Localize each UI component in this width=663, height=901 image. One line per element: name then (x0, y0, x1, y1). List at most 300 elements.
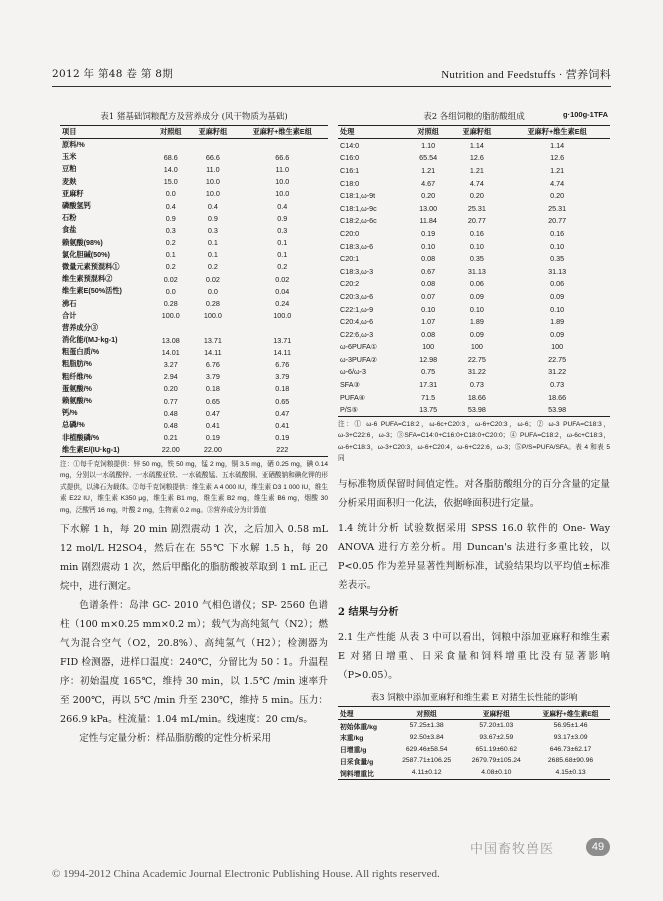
table3-body (338, 719, 610, 779)
table-cell: 2.94 (163, 372, 178, 382)
table-row (60, 176, 328, 188)
table-cell: 0.28 (163, 299, 178, 309)
table-row (60, 285, 328, 297)
table-cell: 0.09 (550, 291, 565, 301)
row-label: 粗蛋白质/% (62, 347, 100, 357)
table-cell: 2587.71±106.25 (402, 757, 452, 765)
table-cell: 4.74 (469, 178, 484, 188)
table1-column-header: 项目 (60, 126, 152, 139)
table-cell: 31.13 (548, 266, 567, 276)
table-cell: 0.1 (165, 250, 176, 260)
table2-unit: g·100g-1TFA (562, 110, 608, 119)
table-cell: 0.06 (550, 279, 565, 289)
table-cell: 0.20 (421, 191, 436, 201)
table-cell (152, 139, 189, 152)
row-label: 玉米 (62, 152, 77, 162)
row-label: C18:1,ω-9t (340, 191, 376, 201)
table-cell: 14.0 (163, 164, 178, 174)
right-column (338, 110, 610, 780)
table-cell: 0.2 (165, 238, 176, 248)
row-label: 蛋氨酸/% (62, 383, 92, 393)
row-label: C20:1 (340, 254, 360, 264)
table-cell: 0.04 (275, 286, 290, 296)
table-cell: 0.1 (277, 250, 288, 260)
table-cell: 0.08 (421, 279, 436, 289)
table-cell: 0.10 (421, 241, 436, 251)
table-row (338, 278, 610, 291)
row-label: P/S⑤ (338, 403, 407, 416)
table-cell: 0.4 (277, 201, 288, 211)
table-row (338, 252, 610, 265)
table-cell: 0.20 (163, 384, 178, 394)
row-label: 合计 (62, 310, 77, 320)
table-cell: 1.14 (469, 140, 484, 150)
row-label: C18:0 (340, 178, 360, 188)
table-row (338, 189, 610, 202)
table-cell: 13.71 (273, 335, 292, 345)
row-label: 粗纤维/% (62, 371, 92, 381)
row-label: 沸石 (62, 298, 77, 308)
table-cell: 0.19 (275, 433, 290, 443)
table2-column-header: 亚麻籽+维生素E组 (504, 126, 610, 139)
table-row (60, 346, 328, 358)
table-cell: 4.67 (421, 178, 436, 188)
table-row (60, 322, 328, 334)
header-rule (52, 86, 611, 87)
row-label: 非植酸磷/% (62, 432, 100, 442)
table1-body (60, 139, 328, 457)
table1-caption: 表1 猪基础饲粮配方及营养成分 (风干物质为基础) (100, 112, 288, 122)
table-cell: 0.75 (421, 367, 436, 377)
table-cell: 13.08 (161, 335, 180, 345)
row-label: ω-3PUFA② (340, 354, 378, 364)
table-cell: 0.41 (205, 420, 220, 430)
table-cell: 14.01 (161, 347, 180, 357)
table-row (338, 755, 610, 767)
row-label: 微量元素预混料① (62, 261, 120, 271)
row-label: 总磷/% (62, 420, 85, 430)
row-label: 粗脂肪/% (62, 359, 92, 369)
table-cell: 0.77 (163, 396, 178, 406)
row-label: C20:4,ω-6 (340, 317, 374, 327)
table-cell: 93.67±2.59 (479, 733, 514, 741)
table-row (338, 403, 610, 416)
table-row (60, 432, 328, 444)
table-row (338, 731, 610, 743)
table-cell: 14.11 (273, 347, 291, 357)
journal-logo-watermark: 中国畜牧兽医 (470, 842, 555, 857)
row-label: 营养成分③ (62, 322, 98, 332)
table-cell: 651.19±60.62 (475, 745, 518, 753)
table-cell: 0.9 (207, 213, 218, 223)
table-cell: 0.19 (205, 433, 220, 443)
table3-column-header: 对照组 (392, 706, 462, 719)
row-label: ω-6PUFA① (340, 342, 378, 352)
table-cell: 0.47 (205, 408, 220, 418)
table-cell: 17.31 (419, 380, 438, 390)
table3-caption: 表3 饲粮中添加亚麻籽和维生素 E 对猪生长性能的影响 (370, 692, 578, 703)
table-cell: 0.1 (207, 238, 218, 248)
table-cell: 0.3 (277, 225, 288, 235)
table-cell: 0.4 (207, 201, 218, 211)
table-row (60, 224, 328, 236)
table-cell: 65.54 (419, 153, 438, 163)
table-cell: 20.77 (467, 216, 486, 226)
table-row (60, 200, 328, 212)
table-cell: 0.09 (550, 329, 565, 339)
row-label: 赖氨酸/% (62, 396, 92, 406)
table-cell: 13.75 (407, 403, 450, 416)
table2-header-row (338, 126, 610, 139)
table-cell: 6.76 (205, 359, 220, 369)
table-row (60, 444, 328, 457)
table-row (60, 273, 328, 285)
table2-column-header: 处理 (338, 126, 407, 139)
table3-column-header: 处理 (338, 706, 392, 719)
row-label: C22:6,ω-3 (340, 329, 374, 339)
table-cell: 0.10 (550, 241, 565, 251)
table-cell: 12.98 (419, 354, 438, 364)
row-label: C18:3,ω-6 (340, 241, 374, 251)
table-row (338, 227, 610, 240)
table-cell: 71.5 (421, 392, 436, 402)
page-footer (52, 868, 611, 880)
section-heading-results: 2 结果与分析 (338, 606, 399, 618)
table-row (60, 261, 328, 273)
table1-header-row (60, 126, 328, 139)
table-row (60, 188, 328, 200)
table-cell: 53.98 (504, 403, 610, 416)
left-column (60, 110, 328, 748)
table-cell: 3.27 (163, 359, 178, 369)
table-row (338, 743, 610, 755)
table-row (338, 315, 610, 328)
table-cell: 1.89 (550, 317, 565, 327)
table-row (338, 164, 610, 177)
table-cell: 0.16 (550, 228, 565, 238)
table-cell: 13.71 (203, 335, 222, 345)
table-cell: 646.73±62.17 (549, 745, 592, 753)
table-cell: 0.18 (275, 384, 290, 394)
table-cell: 20.77 (548, 216, 567, 226)
row-label: 磷酸氢钙 (62, 201, 91, 211)
table-row (60, 163, 328, 175)
table-cell: 100 (422, 342, 435, 352)
table-cell: 0.10 (469, 304, 484, 314)
table-cell: 11.0 (275, 164, 289, 174)
table-cell: 100 (470, 342, 483, 352)
table-row (338, 767, 610, 779)
table-cell: 31.22 (467, 367, 486, 377)
table-cell: 0.02 (205, 274, 220, 284)
table-cell: 0.65 (275, 396, 290, 406)
table3-column-header: 亚麻籽+维生素E组 (531, 706, 610, 719)
row-label: 日采食量/g (340, 758, 374, 766)
table3 (338, 706, 610, 780)
table-cell: 4.11±0.12 (392, 767, 462, 779)
table-cell: 0.67 (421, 266, 436, 276)
table-cell: 14.11 (204, 347, 222, 357)
table-row (338, 341, 610, 354)
table-cell (152, 322, 189, 334)
row-label: 石粉 (62, 213, 77, 223)
table1-column-header: 亚麻籽+维生素E组 (237, 126, 328, 139)
table-row (60, 249, 328, 261)
table-cell: 0.06 (469, 279, 484, 289)
table-row (60, 383, 328, 395)
table-row (338, 353, 610, 366)
table-cell: 0.08 (421, 329, 436, 339)
table-row (60, 395, 328, 407)
table-row (60, 358, 328, 370)
table2-column-header: 亚麻籽组 (450, 126, 505, 139)
paragraph-chromatography: 色谱条件：岛津 GC- 2010 气相色谱仪；SP- 2560 色谱柱（100 m×0.25 mm×0.2 m）；载气为高纯氮气（N2）；燃气为混合空气（O2，20.8%）、高纯氢气（H2）；检测器为 FID 检测器，进样口温度：240℃，分留比为 50∶1。升温程序：初始温度 165℃，维持 30 min，以 1.5℃ /min 速率升至 200℃，再以 5℃ /min 升至 230℃，维持 5 min。压力：266.9 kPa。柱流量：1.04 mL/min。线速度：20 cm/s。 (60, 599, 328, 725)
table-cell: 0.16 (469, 228, 484, 238)
row-label: C22:1,ω-9 (340, 304, 374, 314)
table-row (60, 334, 328, 346)
row-label: C18:2,ω-6c (340, 216, 377, 226)
table-cell: 0.0 (165, 286, 176, 296)
row-label: C18:3,ω-3 (340, 266, 374, 276)
table-cell: 68.6 (163, 152, 178, 162)
table-cell: 629.46±58.54 (405, 745, 448, 753)
table-cell: 0.19 (421, 228, 436, 238)
table-row (338, 202, 610, 215)
table-cell: 13.00 (419, 203, 438, 213)
row-label: C14:0 (340, 140, 360, 150)
table-row (338, 265, 610, 278)
table-cell: 0.73 (469, 380, 484, 390)
table-cell: 12.6 (550, 153, 565, 163)
table2-caption (338, 110, 610, 122)
table-cell: 0.20 (469, 191, 484, 201)
row-label: C20:2 (340, 279, 360, 289)
table-cell: 100.0 (203, 311, 222, 321)
table2 (338, 125, 610, 417)
table1-column-header: 亚麻籽组 (189, 126, 236, 139)
row-label: C20:3,ω-6 (340, 291, 374, 301)
row-label: 末重/kg (340, 735, 364, 743)
table-cell: 22.00 (152, 444, 189, 457)
paragraph-qualitative: 定性与定量分析：样品脂肪酸的定性分析采用 (79, 732, 272, 744)
table-cell (237, 322, 328, 334)
table-cell: 2685.68±90.96 (547, 757, 594, 765)
table-row (338, 303, 610, 316)
journal-issue-header: 2012 年 第48 卷 第 8期 (52, 68, 174, 80)
table-cell: 1.21 (421, 165, 436, 175)
table-cell: 0.47 (275, 408, 290, 418)
table-cell: 0.10 (469, 241, 484, 251)
table-cell: 0.18 (205, 384, 220, 394)
table3-header-row (338, 706, 610, 719)
table-cell: 0.21 (163, 433, 178, 443)
table-row (338, 152, 610, 165)
table-row (338, 240, 610, 253)
table1 (60, 125, 328, 457)
table-cell: 1.07 (421, 317, 436, 327)
table-cell: 4.74 (550, 178, 565, 188)
table-cell: 10.0 (205, 177, 220, 187)
left-body-text (60, 520, 328, 748)
table-cell: 0.08 (421, 254, 436, 264)
table-cell: 0.0 (165, 189, 176, 199)
right-body-text (338, 475, 610, 685)
table-cell: 0.07 (421, 291, 436, 301)
table-cell: 31.13 (467, 266, 486, 276)
table-cell: 11.0 (206, 164, 220, 174)
table-cell: 11.84 (419, 216, 437, 226)
table-cell: 3.79 (275, 372, 290, 382)
paragraph-quantitative: 与标准物质保留时间值定性。对各脂肪酸组分的百分含量的定量分析采用面积归一化法，依据峰面积进行定量。 (338, 478, 610, 509)
table-cell: 0.41 (275, 420, 290, 430)
table-cell: 18.66 (548, 392, 567, 402)
table-cell (189, 322, 236, 334)
journal-name-header: Nutrition and Feedstuffs · 营养饲料 (441, 69, 611, 81)
table-cell: 1.21 (469, 165, 484, 175)
table-cell (237, 139, 328, 152)
table-row (60, 139, 328, 152)
table-cell: 0.1 (277, 238, 288, 248)
table-cell: 0.02 (275, 274, 290, 284)
table-row (338, 328, 610, 341)
table-cell: 0.2 (277, 262, 288, 272)
table-cell: 100 (551, 342, 564, 352)
table-cell: 4.08±0.10 (461, 767, 531, 779)
table1-column-header: 对照组 (152, 126, 189, 139)
row-label: 氯化胆碱(50%) (62, 249, 110, 259)
table-cell: 0.35 (550, 254, 565, 264)
row-label: 初始体重/kg (340, 723, 378, 731)
table-cell: 1.14 (550, 140, 565, 150)
table-cell: 0.4 (165, 201, 176, 211)
row-label: 饲料增重比 (338, 767, 392, 779)
table-cell: 66.6 (275, 152, 290, 162)
row-label: 豆粕 (62, 164, 77, 174)
table-cell: 56.95±1.46 (553, 722, 588, 730)
row-label: 维生素预混料② (62, 274, 113, 284)
table-cell: 25.31 (467, 203, 486, 213)
table-cell: 31.22 (548, 367, 567, 377)
row-label: 维生素E/(IU·kg-1) (60, 444, 152, 457)
table-cell: 10.0 (275, 189, 290, 199)
table-cell: 10.0 (275, 177, 290, 187)
table-cell: 3.79 (205, 372, 220, 382)
table-cell: 0.35 (469, 254, 484, 264)
table1-note: 注：①每千克饲粮提供：锌 50 mg，铁 50 mg，锰 2 mg，铜 3.5 mg，硒 0.25 mg，碘 0.14 mg，分别以一水硫酸锌、一水硫酸亚铁、一水硫酸锰、五水硫酸铜、亚硒酸钠和碘化钾的形式提供，以沸石为载体。②每千克饲粮提供：维生素 A 4 000 IU，维生素 D3 1 000 IU，维生素 E22 IU，维生素 K350 μg，维生素 B1 mg，维生素 B2 mg，维生素 B6 mg，烟酸 30 mg，泛酸钙 16 mg，叶酸 2 mg，生物素 0.2 mg。③营养成分为计算值 (60, 460, 328, 514)
table-row (60, 212, 328, 224)
table-row (60, 151, 328, 163)
table2-note: 注：① ω-6 PUFA=C18:2，ω-6c+C20:3，ω-6+C20:3，ω-6；② ω-3 PUFA=C18:3，ω-3+C22:6，ω-3；③SFA=C14:0+C16:0+C18:0+C20:0；④ PUFA=C18:2，ω-6c+C18:3，ω-6+C18:3，ω-3+C20:3，ω-6+C20:4，ω-6+C22:6，ω-3；⑤P/S=PUFA/SFA。表 4 和表 5 同 (338, 421, 610, 463)
row-label: C16:1 (340, 165, 360, 175)
table-cell: 12.6 (469, 153, 484, 163)
table-cell: 0.02 (163, 274, 178, 284)
paragraph-performance: 2.1 生产性能 从表 3 中可以看出，饲粮中添加亚麻籽和维生素 E 对猪日增重、日采食量和饲料增重比没有显著影响（P>0.05）。 (338, 631, 610, 681)
table-cell: 0.65 (205, 396, 220, 406)
table-cell: 100.0 (273, 311, 292, 321)
row-label: 亚麻籽 (62, 188, 84, 198)
table2-column-header: 对照组 (407, 126, 450, 139)
table-cell: 0.48 (163, 420, 178, 430)
row-label: 消化能/(MJ·kg-1) (62, 335, 118, 345)
table-row (338, 366, 610, 379)
table-cell: 10.0 (205, 189, 220, 199)
table-cell: 100.0 (161, 311, 180, 321)
table-cell: 0.1 (207, 250, 218, 260)
table3-column-header: 亚麻籽组 (461, 706, 531, 719)
table-row (338, 378, 610, 391)
table-row (338, 719, 610, 731)
table-row (60, 237, 328, 249)
table-cell: 0.09 (469, 329, 484, 339)
table-cell: 0.9 (165, 213, 176, 223)
row-label: 赖氨酸(98%) (62, 237, 103, 247)
copyright-text: © 1994-2012 China Academic Journal Electronic Publishing House. All rights reserved. (52, 868, 440, 880)
table-cell: 57.25±1.38 (409, 722, 444, 730)
table-row (60, 419, 328, 431)
row-label: SFA③ (340, 380, 361, 390)
table-cell: 1.89 (469, 317, 484, 327)
table-cell: 0.73 (550, 380, 565, 390)
table-cell: 2679.79±105.24 (471, 757, 521, 765)
table-cell: 0.2 (165, 262, 176, 272)
table-cell: 6.76 (275, 359, 290, 369)
table-cell: 92.50±3.84 (409, 733, 444, 741)
table2-body (338, 139, 610, 417)
table-cell: 22.75 (548, 354, 567, 364)
table-cell: 0.10 (421, 304, 436, 314)
row-label: 原料/% (62, 140, 85, 150)
table-row (60, 297, 328, 309)
table-cell: 1.10 (421, 140, 436, 150)
table-row (338, 290, 610, 303)
row-label: 日增重/g (340, 747, 367, 755)
table-cell: 0.9 (277, 213, 288, 223)
row-label: ω-6/ω-3 (340, 367, 367, 377)
table-cell: 0.09 (469, 291, 484, 301)
row-label: C16:0 (340, 153, 360, 163)
table-cell: 0.48 (163, 408, 178, 418)
table-cell: 222 (237, 444, 328, 457)
table-cell: 22.00 (189, 444, 236, 457)
paragraph-hydrolysis: 下水解 1 h，每 20 min 剧烈震动 1 次，之后加入 0.58 mL 12 mol/L H2SO4，然后在在 55℃ 下水解 1.5 h，每 20 min 剧烈震动 1 次，然后甲酯化的脂肪酸被萃取到 1 mL 正己烷中，进行测定。 (60, 523, 328, 592)
table-cell: 0.24 (275, 299, 290, 309)
table2-caption-text: 表2 各组饲粮的脂肪酸组成 (423, 112, 525, 122)
table-row (338, 215, 610, 228)
row-label: 食盐 (62, 225, 77, 235)
table-cell: 15.0 (163, 177, 178, 187)
page-number: 49 (586, 838, 610, 856)
table-cell: 93.17±3.09 (553, 733, 588, 741)
row-label: 维生素E(50%活性) (62, 286, 122, 296)
table-cell: 0.28 (205, 299, 220, 309)
table-cell: 4.15±0.13 (531, 767, 610, 779)
table-cell: 57.20±1.03 (479, 722, 514, 730)
table-cell: 66.6 (205, 152, 220, 162)
table-row (338, 177, 610, 190)
table-row (338, 139, 610, 152)
table-cell: 22.75 (467, 354, 486, 364)
table-row (338, 391, 610, 404)
table-cell: 0.20 (550, 191, 565, 201)
row-label: C18:1,ω-9c (340, 203, 377, 213)
table-cell: 25.31 (548, 203, 567, 213)
table-cell: 0.3 (165, 225, 176, 235)
table-cell: 0.2 (207, 262, 218, 272)
table-cell: 53.98 (450, 403, 505, 416)
table-cell: 18.66 (467, 392, 486, 402)
row-label: C20:0 (340, 228, 360, 238)
row-label: 钙/% (62, 408, 78, 418)
